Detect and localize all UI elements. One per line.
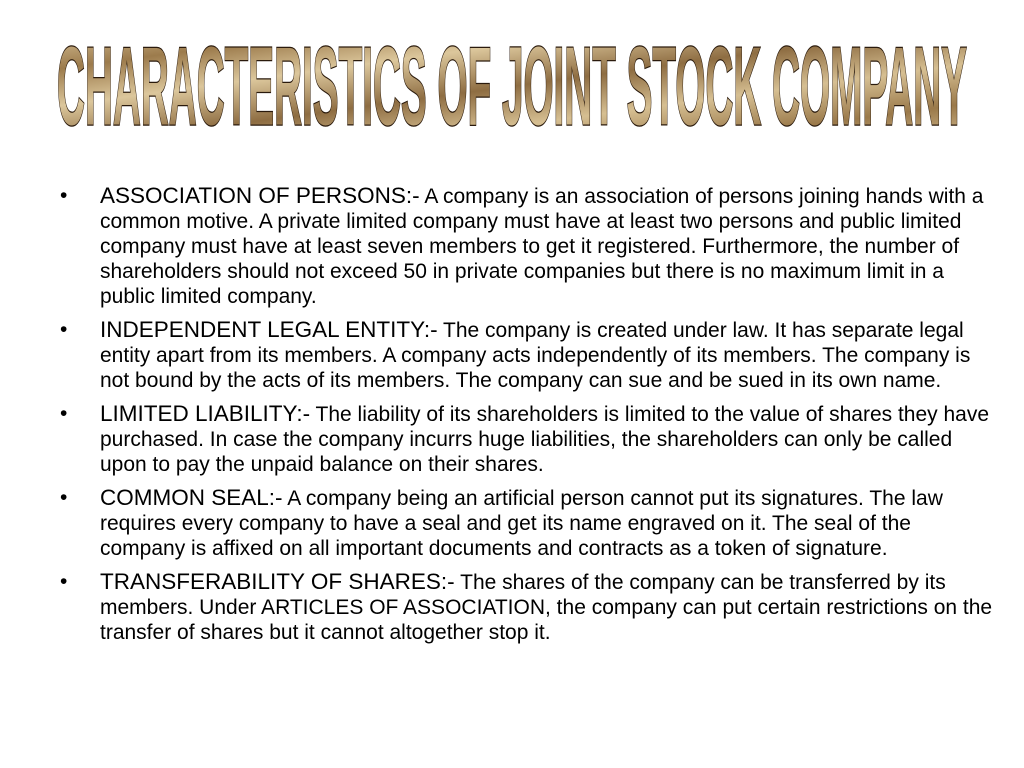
bullet-list: [60, 183, 1000, 653]
bullet-dot: •: [60, 486, 68, 509]
bullet-text: A company is an association of persons joining hands with a common motive. A private limited company must have at least two persons and public limited company must have at least seven members to get it registered. Furthermore, the number of shareholders should not exceed 50 in private companies but there is no maximum limit in a public limited company.: [100, 185, 984, 308]
bullet-text: The shares of the company can be transferred by its members. Under ARTICLES OF ASSOCIATION, the company can put certain restrictions on the transfer of shares but it cannot altogether stop it.: [100, 571, 993, 644]
slide-title: [50, 22, 974, 150]
bullet-dot: •: [60, 184, 68, 207]
bullet-text: The liability of its shareholders is limited to the value of shares they have purchased. In case the company incurrs huge liabilities, the shareholders can only be called upon to pay the unpaid balance on their shares.: [100, 403, 990, 476]
slide-title-text: CHARACTERISTICS OF JOINT STOCK COMPANY: [57, 24, 967, 149]
bullet-heading: INDEPENDENT LEGAL ENTITY:-: [100, 317, 438, 342]
slide-title-wordart: [50, 22, 974, 150]
bullet-item-limited-liability: [60, 401, 1000, 477]
bullet-heading: ASSOCIATION OF PERSONS:-: [100, 183, 420, 208]
bullet-dot: •: [60, 318, 68, 341]
bullet-text: A company being an artificial person cannot put its signatures. The law requires every company to have a seal and get its name engraved on it. The seal of the company is affixed on all important documents and contracts as a token of signature.: [100, 487, 943, 560]
bullet-item-independent-legal-entity: [60, 317, 1000, 393]
bullet-item-association-of-persons: [60, 183, 1000, 309]
bullet-text: The company is created under law. It has separate legal entity apart from its members. A company acts independently of its members. The company is not bound by the acts of its members. The company can sue and be sued in its own name.: [100, 319, 971, 392]
bullet-item-common-seal: [60, 485, 1000, 561]
bullet-heading: TRANSFERABILITY OF SHARES:-: [100, 569, 455, 594]
bullet-heading: LIMITED LIABILITY:-: [100, 401, 311, 426]
bullet-heading: COMMON SEAL:-: [100, 485, 283, 510]
bullet-dot: •: [60, 570, 68, 593]
bullet-dot: •: [60, 402, 68, 425]
bullet-item-transferability-of-shares: [60, 569, 1000, 645]
